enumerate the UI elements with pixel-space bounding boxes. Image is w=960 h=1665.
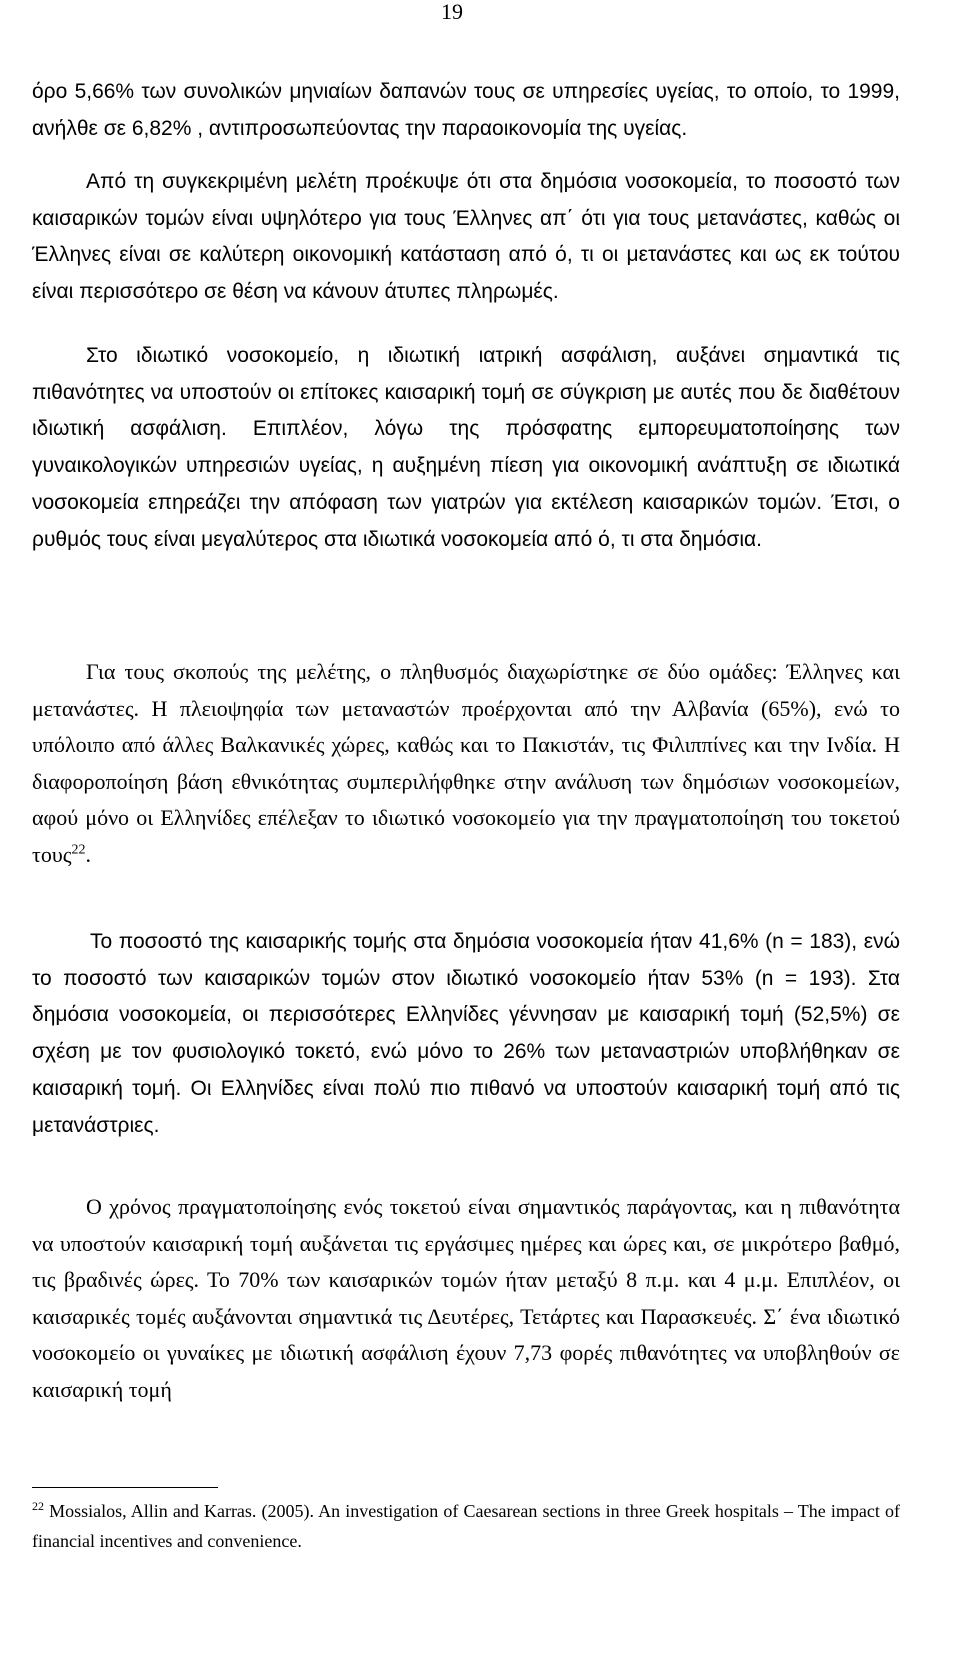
footnote-reference[interactable]: 22 [71, 842, 86, 858]
footnote [32, 1496, 900, 1556]
paragraph-3: Στο ιδιωτικό νοσοκομείο, η ιδιωτική ιατρική ασφάλιση, αυξάνει σημαντικά τις πιθανότητες να υποστούν οι επίτοκες καισαρική τομή σε σύγκριση με αυτές που δε διαθέτουν ιδιωτική ασφάλιση. Επιπλέον, λόγω της πρόσφατης εμπορευματοποίησης των γυναικολογικών υπηρεσιών υγείας, η αυξημένη πίεση για οικονομική ανάπτυξη σε ιδιωτικά νοσοκομεία επηρεάζει την απόφαση των γιατρών για εκτέλεση καισαρικών τομών. Έτσι, ο ρυθμός τους είναι μεγαλύτερος στα ιδιωτικά νοσοκομεία από ό, τι στα δημόσια. [32, 344, 900, 551]
footnote-mark: 22 [32, 1499, 44, 1513]
paragraph-5: Το ποσοστό της καισαρικής τομής στα δημόσια νοσοκομεία ήταν 41,6% (n = 183), ενώ το ποσοστό των καισαρικών τομών στον ιδιωτικό νοσοκομείο ήταν 53% (n = 193). Στα δημόσια νοσοκομεία, οι περισσότερες Ελληνίδες γέννησαν με καισαρική τομή (52,5%) σε σχέση με τον φυσιολογικό τοκετό, ενώ μόνο το 26% των μεταναστριών υποβλήθηκαν σε καισαρική τομή. Οι Ελληνίδες είναι πολύ πιο πιθανό να υποστούν καισαρική τομή από τις μετανάστριες. [32, 930, 900, 1137]
paragraph-4: Για τους σκοπούς της μελέτης, ο πληθυσμός διαχωρίστηκε σε δύο ομάδες: Έλληνες και μετανάστες. Η πλειοψηφία των μεταναστών προέρχονται από την Αλβανία (65%), ενώ το υπόλοιπο από άλλες Βαλκανικές χώρες, καθώς και το Πακιστάν, τις Φιλιππίνες και την Ινδία. Η διαφοροποίηση βάση εθνικότητας συμπεριλήφθηκε στην ανάλυση των δημόσιων νοσοκομείων, αφού μόνο οι Ελληνίδες επέλεξαν το ιδιωτικό νοσοκομείο για την πραγματοποίηση του τοκετού τους$^{22}$. [32, 659, 900, 867]
footnote-text: Mossialos, Allin and Karras. (2005). An investigation of Caesarean sections in three Greek hospitals – The impact of financial incentives and convenience. [32, 1501, 900, 1551]
paragraph-2: Από τη συγκεκριμένη μελέτη προέκυψε ότι στα δημόσια νοσοκομεία, το ποσοστό των καισαρικών τομών είναι υψηλότερο για τους Έλληνες απ΄ ότι για τους μετανάστες, καθώς οι Έλληνες είναι σε καλύτερη οικονομική κατάσταση από ό, τι οι μετανάστες και ως εκ τούτου είναι περισσότερο σε θέση να κάνουν άτυπες πληρωμές. [32, 170, 900, 304]
page-number: 19 [441, 0, 463, 24]
footnote-divider [32, 1487, 218, 1488]
paragraph-6: Ο χρόνος πραγματοποίησης ενός τοκετού είναι σημαντικός παράγοντας, και η πιθανότητα να υποστούν καισαρική τομή αυξάνεται τις εργάσιμες ημέρες και ώρες και, σε μικρότερο βαθμό, τις βραδινές ώρες. Το 70% των καισαρικών τομών ήταν μεταξύ 8 π.μ. και 4 μ.μ. Επιπλέον, οι καισαρικές τομές αυξάνονται σημαντικά τις Δευτέρες, Τετάρτες και Παρασκευές. Σ΄ ένα ιδιωτικό νοσοκομείο οι γυναίκες με ιδιωτική ασφάλιση έχουν 7,73 φορές πιθανότητες να υποβληθούν σε καισαρική τομή [32, 1194, 900, 1402]
paragraph-1: όρο 5,66% των συνολικών μηνιαίων δαπανών τους σε υπηρεσίες υγείας, το οποίο, το 1999, ανήλθε σε 6,82% , αντιπροσωπεύοντας την παραοικονομία της υγείας. [32, 80, 900, 140]
